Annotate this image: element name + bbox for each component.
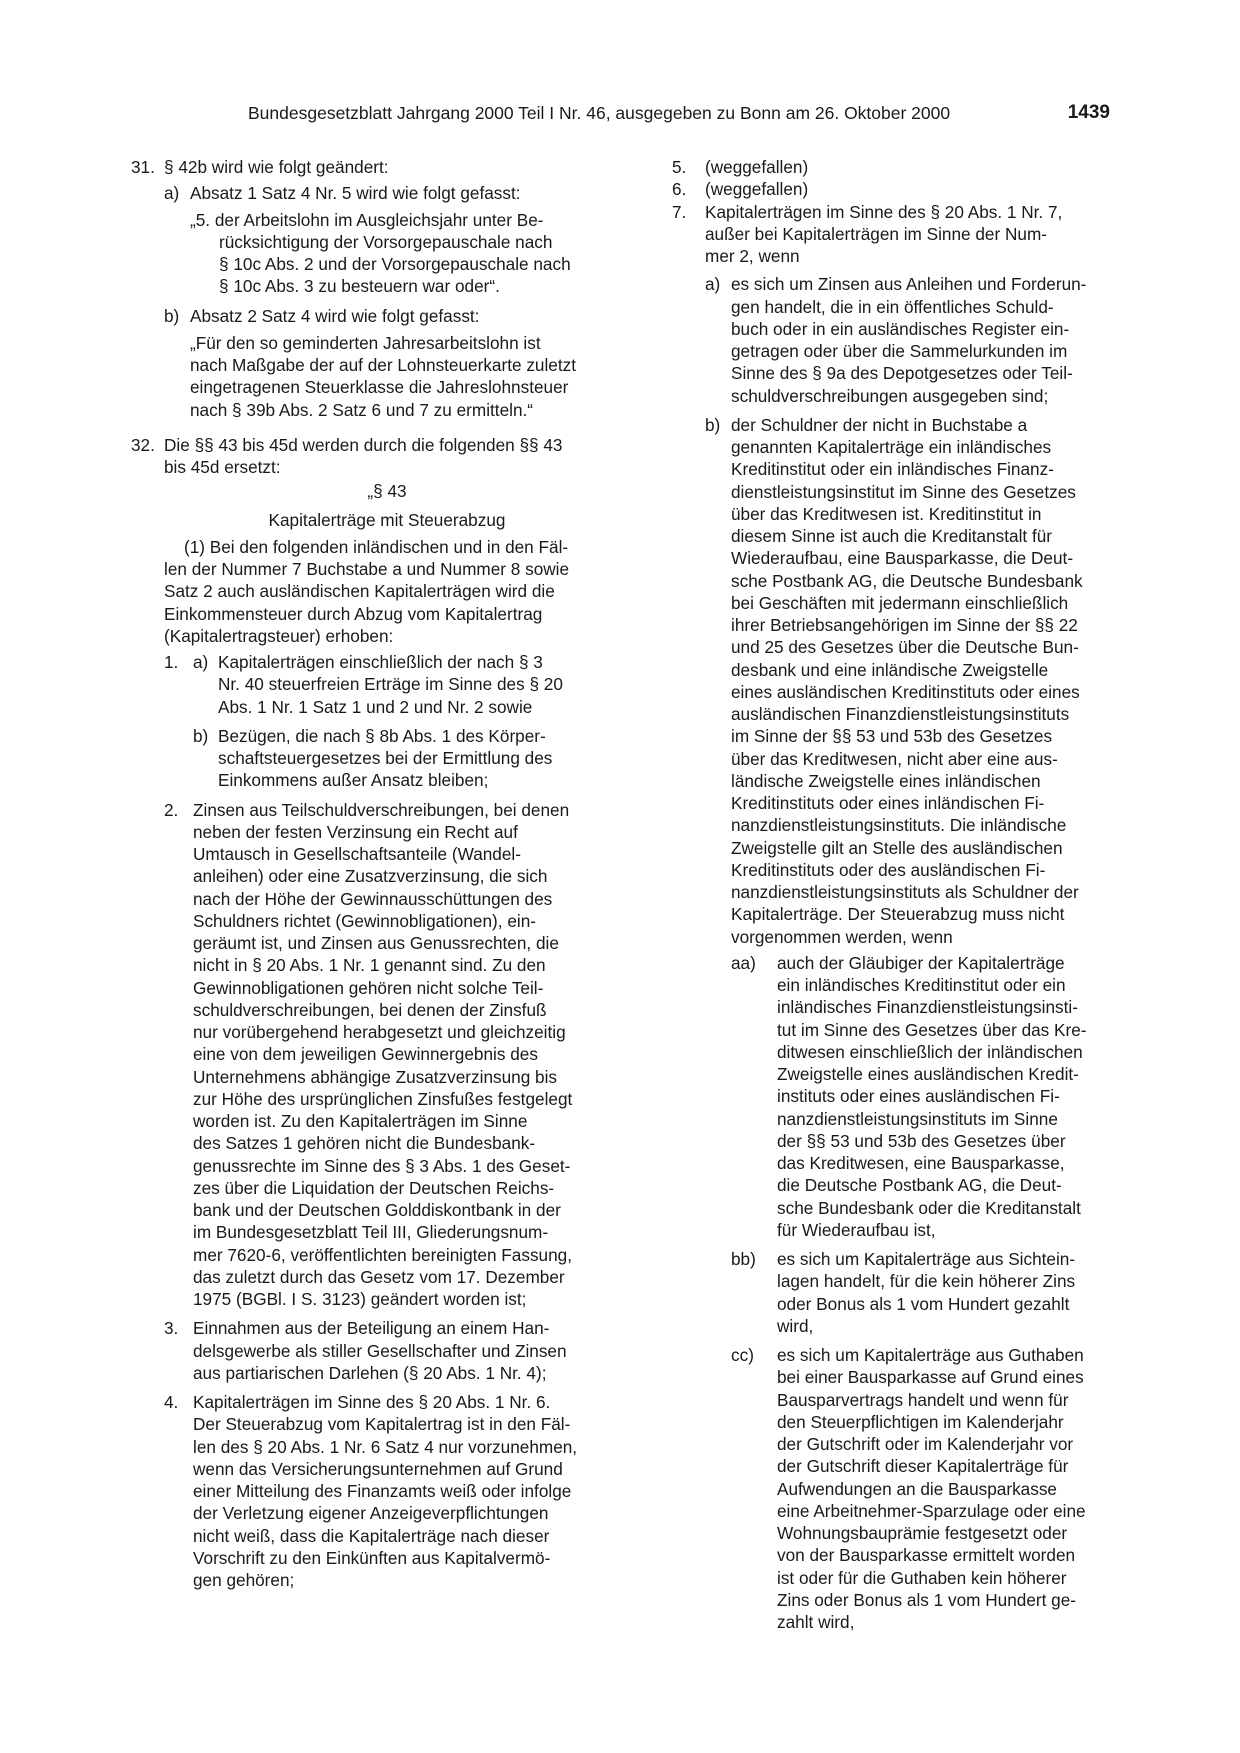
text-line: nanzdienstleistungsinstituts im Sinne (777, 1108, 1058, 1129)
text-line: Zweigstelle gilt an Stelle des ausländischen (731, 837, 1063, 858)
text-line: (Kapitalertragsteuer) erhoben: (164, 625, 394, 646)
sub-item-label: cc) (731, 1345, 754, 1365)
sub-item-b (705, 414, 1111, 948)
text-line: ländische Zweigstelle eines inländischen (731, 770, 1041, 791)
text-line: desbank und eine inländische Zweigstelle (731, 659, 1049, 680)
text-line: Einkommens außer Ansatz bleiben; (218, 770, 489, 791)
text-line: des Satzes 1 gehören nicht die Bundesbank- (193, 1133, 536, 1154)
text-line: nanzdienstleistungsinstituts als Schuldner der (731, 882, 1079, 902)
text-line: nach Maßgabe der auf der Lohnsteuerkarte zuletzt (190, 355, 576, 375)
text-line: § 10c Abs. 2 und der Vorsorgepauschale nach (219, 254, 571, 274)
text-line: ist oder für die Guthaben kein höherer (777, 1567, 1067, 1588)
text-line: über das Kreditwesen ist. Kreditinstitut in (731, 503, 1042, 524)
text-line: gen gehören; (193, 1570, 295, 1590)
list-item-5 (672, 156, 1111, 178)
text-line: nicht in § 20 Abs. 1 Nr. 1 genannt sind. Zu den (193, 955, 546, 976)
text-line: diesem Sinne ist auch die Kreditanstalt für (731, 526, 1053, 546)
text-line: „Für den so geminderten Jahresarbeitslohn ist (190, 332, 541, 353)
sub-sub-item-aa (731, 952, 1111, 1241)
text-line: ausländischen Finanzdienstleistungsinstituts (731, 704, 1070, 724)
list-number: 7. (672, 201, 687, 222)
text-line: Abs. 1 Nr. 1 Satz 1 und 2 und Nr. 2 sowie (218, 696, 533, 717)
text-line: auch der Gläubiger der Kapitalerträge (777, 952, 1065, 973)
text-line: len des § 20 Abs. 1 Nr. 6 Satz 4 nur vorzunehmen, (193, 1436, 578, 1457)
text-line: nach § 39b Abs. 2 Satz 6 und 7 zu ermitteln.“ (190, 399, 534, 420)
text-line: und 25 des Gesetzes über die Deutsche Bun- (731, 637, 1079, 658)
text-line: die Deutsche Postbank AG, die Deut- (777, 1175, 1062, 1196)
text-line: ihrer Betriebsangehörigen im Sinne der §§ 22 (731, 615, 1078, 635)
list-text (193, 799, 610, 1311)
sub-item-text (777, 1344, 1111, 1633)
text-line: zahlt wird, (777, 1612, 855, 1632)
text-line: Einnahmen aus der Beteiligung an einem Han- (193, 1318, 550, 1339)
list-text (193, 1317, 610, 1384)
text-line: delsgewerbe als stiller Gesellschafter und Zinsen (193, 1340, 567, 1361)
text-line: es sich um Kapitalerträge aus Sichtein- (777, 1249, 1076, 1269)
sub-item-text (218, 725, 610, 792)
text-line: schaftsteuergesetzes bei der Ermittlung des (218, 748, 553, 768)
text-line: Kapitalerträgen einschließlich der nach § 3 (218, 652, 543, 672)
text-line: Zweigstelle eines ausländischen Kredit- (777, 1064, 1079, 1084)
list-text: (weggefallen) (705, 157, 809, 177)
text-line: Der Steuerabzug vom Kapitalertrag ist in den Fäl- (193, 1414, 571, 1435)
list-item-2 (164, 799, 610, 1311)
list-item-6 (672, 178, 1111, 200)
sub-sub-item-bb (731, 1248, 1111, 1337)
text-line: geräumt ist, und Zinsen aus Genussrechten, die (193, 933, 559, 953)
text-line: Kreditinstitut oder ein inländisches Finanz- (731, 459, 1054, 480)
text-line: sche Bundesbank oder die Kreditanstalt (777, 1197, 1081, 1218)
text-line: das Kreditwesen, eine Bausparkasse, (777, 1153, 1065, 1173)
text-line: Wiederaufbau, eine Bausparkasse, die Deut- (731, 548, 1074, 569)
item-number: 32. (131, 434, 155, 455)
text-line: 1975 (BGBl. I S. 3123) geändert worden ist; (193, 1289, 527, 1309)
text-line: eines ausländischen Kreditinstituts oder eines (731, 681, 1080, 702)
sub-item-text (777, 952, 1111, 1241)
text-line: § 10c Abs. 3 zu besteuern war oder“. (219, 276, 500, 297)
text-line: Gewinnobligationen gehören nicht solche Teil- (193, 977, 544, 998)
text-line: rücksichtigung der Vorsorgepauschale nach (219, 231, 553, 252)
text-line: oder Bonus als 1 vom Hundert gezahlt (777, 1293, 1070, 1314)
right-column (672, 156, 1111, 1633)
item-number: 31. (131, 157, 155, 177)
item-text: § 42b wird wie folgt geändert: (164, 157, 389, 177)
list-number: 3. (164, 1318, 179, 1339)
sub-item-text: Absatz 1 Satz 4 Nr. 5 wird wie folgt gefasst: (190, 183, 521, 204)
text-line: nur vorübergehend herabgesetzt und gleichzeitig (193, 1022, 566, 1042)
text-line: (1) Bei den folgenden inländischen und in den Fäl- (184, 536, 569, 557)
item-32 (131, 434, 610, 479)
text-line: nach der Höhe der Gewinnausschüttungen des (193, 888, 553, 909)
text-line: Zinsen aus Teilschuldverschreibungen, bei denen (193, 799, 570, 820)
text-line: inländisches Finanzdienstleistungsinsti- (777, 997, 1078, 1018)
text-line: aus partiarischen Darlehen (§ 20 Abs. 1 Nr. 4); (193, 1362, 547, 1383)
text-line: tut im Sinne des Gesetzes über das Kre- (777, 1019, 1087, 1040)
text-line: eingetragenen Steuerklasse die Jahreslohnsteuer (190, 377, 569, 398)
text-line: Wohnungsbauprämie festgesetzt oder (777, 1523, 1068, 1543)
text-line: von der Bausparkasse ermittelt worden (777, 1545, 1076, 1566)
text-line: Aufwendungen an die Bausparkasse (777, 1478, 1057, 1499)
text-line: getragen oder über die Sammelurkunden im (731, 341, 1068, 361)
text-line: Kapitalerträgen im Sinne des § 20 Abs. 1 Nr. 6. (193, 1392, 551, 1412)
sub-item-a (705, 273, 1111, 407)
text-line: vorgenommen werden, wenn (731, 926, 953, 947)
text-line: bank und der Deutschen Golddiskontbank in der (193, 1200, 561, 1220)
text-line: Kapitalerträgen im Sinne des § 20 Abs. 1 Nr. 7, (705, 201, 1063, 222)
text-line: über das Kreditwesen, nicht aber eine aus- (731, 748, 1058, 769)
text-line: für Wiederaufbau ist, (777, 1219, 936, 1240)
text-line: sche Postbank AG, die Deutsche Bundesbank (731, 570, 1083, 591)
text-line: der Verletzung eigener Anzeigeverpflichtungen (193, 1503, 549, 1524)
text-line: nanzdienstleistungsinstituts. Die inländische (731, 815, 1067, 836)
text-line: Unternehmens abhängige Zusatzverzinsung bis (193, 1066, 558, 1087)
sub-item-a (193, 651, 610, 718)
sub-item-label: b) (193, 725, 209, 746)
text-line: Bezügen, die nach § 8b Abs. 1 des Körper- (218, 725, 546, 746)
sub-item-label: aa) (731, 952, 756, 973)
sub-sub-item-cc (731, 1344, 1111, 1633)
text-line: mer 7620-6, veröffentlichten bereinigten Fassung, (193, 1244, 572, 1265)
sub-item-label: b) (705, 414, 721, 435)
list-text (193, 1391, 610, 1591)
text-line: bei Geschäften mit jedermann einschließlich (731, 592, 1069, 613)
section-title: „§ 43 (367, 481, 407, 502)
text-line: Zins oder Bonus als 1 vom Hundert ge- (777, 1589, 1077, 1610)
text-line: lagen handelt, für die kein höherer Zins (777, 1271, 1076, 1292)
text-line: dienstleistungsinstitut im Sinne des Gesetzes (731, 481, 1076, 502)
text-line: wenn das Versicherungsunternehmen auf Grund (193, 1458, 563, 1479)
text-line: genussrechte im Sinne des § 3 Abs. 1 des Geset- (193, 1155, 571, 1176)
list-text (705, 201, 1111, 268)
paragraph-1 (164, 536, 610, 647)
item-text (164, 434, 610, 479)
list-item-4 (164, 1391, 610, 1591)
text-line: der §§ 53 und 53b des Gesetzes über (777, 1130, 1066, 1151)
text-line: Einkommensteuer durch Abzug vom Kapitalertrag (164, 603, 543, 624)
sub-item-label: bb) (731, 1249, 756, 1269)
text-line: schuldverschreibungen, bei denen der Zinsfuß (193, 999, 547, 1020)
page-number: 1439 (1067, 102, 1110, 123)
list-number: 6. (672, 179, 687, 200)
text-line: „5. der Arbeitslohn im Ausgleichsjahr unter Be- (190, 209, 544, 230)
text-line: Nr. 40 steuerfreien Erträge im Sinne des § 20 (218, 674, 563, 695)
sub-item-label: a) (164, 183, 180, 204)
text-line: mer 2, wenn (705, 246, 800, 266)
text-line: neben der festen Verzinsung ein Recht auf (193, 821, 518, 842)
text-line: der Schuldner der nicht in Buchstabe a (731, 414, 1028, 435)
text-line: schuldverschreibungen ausgegeben sind; (731, 385, 1049, 406)
text-line: Vorschrift zu den Einkünften aus Kapitalvermö- (193, 1547, 551, 1568)
text-line: es sich um Kapitalerträge aus Guthaben (777, 1345, 1084, 1365)
text-line: buch oder in ein ausländisches Register ein- (731, 318, 1070, 339)
text-line: eine von dem jeweiligen Gewinnergebnis des (193, 1044, 538, 1065)
text-line: der Gutschrift oder im Kalenderjahr vor (777, 1434, 1074, 1454)
text-line: Schuldners richtet (Gewinnobligationen), ein- (193, 910, 536, 931)
text-line: eine Arbeitnehmer-Sparzulage oder eine (777, 1500, 1086, 1521)
sub-item-b (193, 725, 610, 792)
running-title: Bundesgesetzblatt Jahrgang 2000 Teil I Nr. 46, ausgegeben zu Bonn am 26. Oktober 2000 (248, 103, 951, 123)
quoted-amendment (190, 209, 610, 298)
sub-item-text (218, 651, 610, 718)
list-number: 2. (164, 799, 179, 820)
text-line: zes über die Liquidation der Deutschen Reichs- (193, 1177, 555, 1198)
text-line: außer bei Kapitalerträgen im Sinne der Num- (705, 223, 1048, 244)
text-line: Satz 2 auch ausländischen Kapitalerträgen wird die (164, 581, 555, 602)
left-column (131, 156, 610, 1591)
text-line: den Steuerpflichtigen im Kalenderjahr (777, 1411, 1064, 1432)
list-number: 1. (164, 652, 179, 672)
sub-item-label: b) (164, 305, 180, 326)
item-31 (131, 156, 610, 178)
text-line: ein inländisches Kreditinstitut oder ein (777, 975, 1066, 995)
text-line: Kreditinstituts oder eines inländischen Fi- (731, 793, 1045, 813)
text-line: instituts oder eines ausländischen Fi- (777, 1086, 1060, 1107)
text-line: wird, (777, 1315, 814, 1336)
text-line: im Sinne der §§ 53 und 53b des Gesetzes (731, 726, 1053, 747)
sub-item-text (731, 414, 1111, 948)
sub-item-b (164, 305, 610, 327)
text-line: genannten Kapitalerträge ein inländisches (731, 437, 1052, 457)
sub-item-label: a) (193, 652, 209, 672)
text-line: ditwesen einschließlich der inländischen (777, 1041, 1083, 1062)
text-line: worden ist. Zu den Kapitalerträgen im Sinne (193, 1111, 528, 1131)
text-line: der Gutschrift dieser Kapitalerträge für (777, 1456, 1069, 1477)
text-line: len der Nummer 7 Buchstabe a und Nummer 8 sowie (164, 559, 570, 579)
list-item-7 (672, 201, 1111, 268)
quoted-amendment (190, 332, 610, 421)
sub-item-label: a) (705, 274, 721, 295)
text-line: im Bundesgesetzblatt Teil III, Gliederungsnum- (193, 1222, 549, 1243)
list-text: (weggefallen) (705, 179, 809, 200)
text-line: Umtausch in Gesellschaftsanteile (Wandel- (193, 844, 521, 864)
text-line: Die §§ 43 bis 45d werden durch die folgenden §§ 43 (164, 434, 563, 455)
text-line: Bausparvertrags handelt und wenn für (777, 1389, 1069, 1410)
list-number: 4. (164, 1392, 179, 1412)
list-item-1 (164, 651, 610, 792)
sub-item-text (777, 1248, 1111, 1337)
text-line: es sich um Zinsen aus Anleihen und Forderun- (731, 274, 1087, 295)
sub-item-text (731, 273, 1111, 407)
sub-item-a (164, 182, 610, 204)
list-number: 5. (672, 157, 687, 177)
text-line: gen handelt, die in ein öffentliches Schuld- (731, 296, 1054, 317)
section-heading: Kapitalerträge mit Steuerabzug (268, 509, 506, 530)
text-line: das zuletzt durch das Gesetz vom 17. Dezember (193, 1266, 565, 1287)
text-line: Kreditinstituts oder des ausländischen Fi- (731, 859, 1046, 880)
text-line: nicht weiß, dass die Kapitalerträge nach dieser (193, 1525, 550, 1546)
sub-item-text: Absatz 2 Satz 4 wird wie folgt gefasst: (190, 305, 480, 326)
text-line: einer Mitteilung des Finanzamts weiß oder infolge (193, 1481, 572, 1501)
text-line: Kapitalerträge. Der Steuerabzug muss nicht (731, 904, 1065, 925)
text-line: bei einer Bausparkasse auf Grund eines (777, 1367, 1084, 1388)
text-line: anleihen) oder eine Zusatzverzinsung, die sich (193, 866, 548, 887)
text-line: bis 45d ersetzt: (164, 457, 281, 477)
page-header (248, 101, 1110, 125)
list-item-3 (164, 1317, 610, 1384)
text-line: Sinne des § 9a des Depotgesetzes oder Teil- (731, 363, 1073, 384)
text-line: zur Höhe des ursprünglichen Zinsfußes festgelegt (193, 1088, 573, 1109)
